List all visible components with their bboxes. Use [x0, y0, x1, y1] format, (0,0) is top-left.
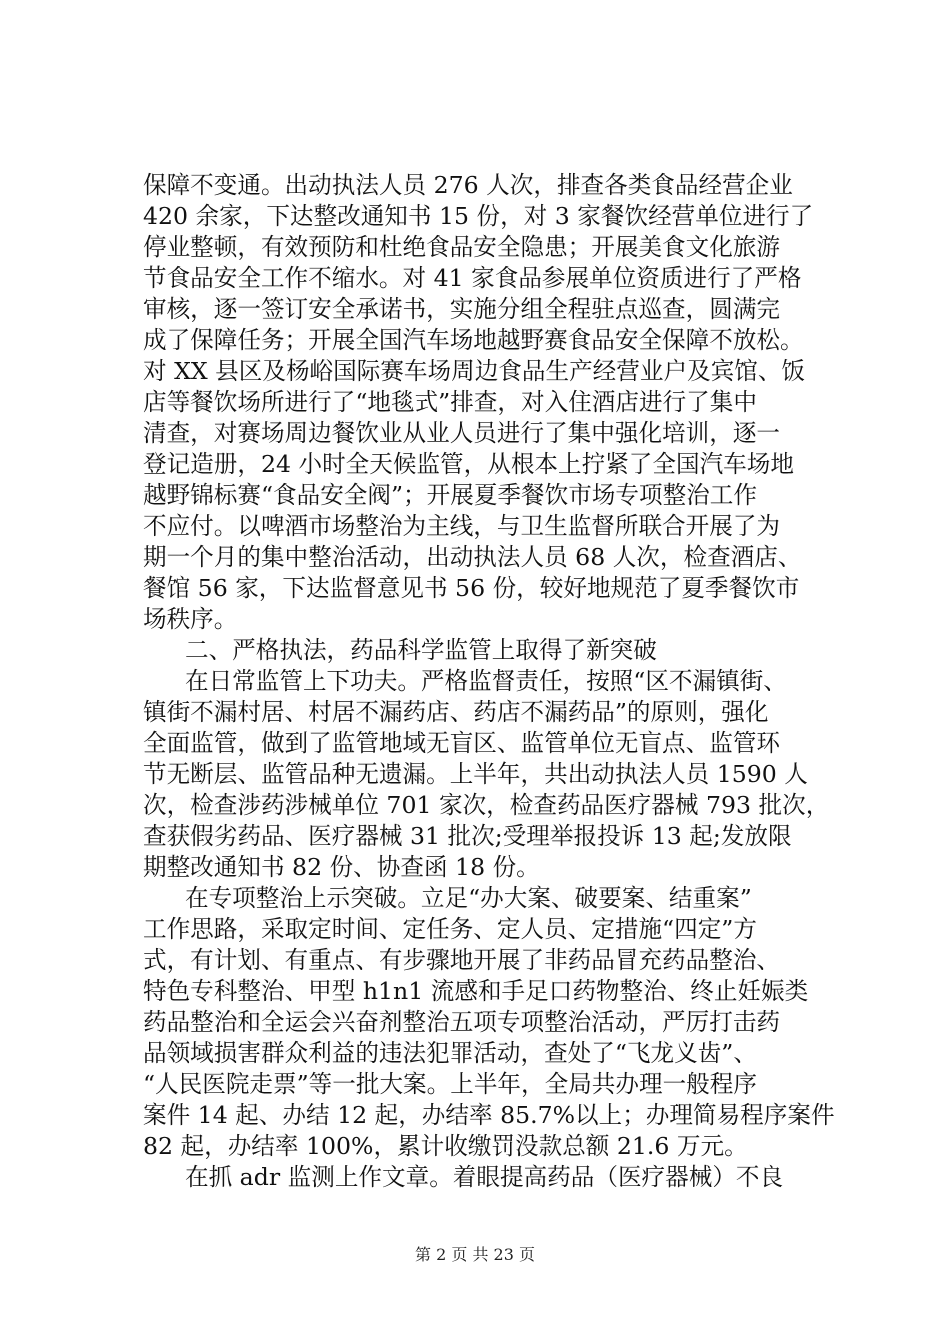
paragraph-start: 在抓 adr 监测上作文章。着眼提高药品（医疗器械）不良: [185, 1163, 784, 1191]
text-line: 审核，逐一签订安全承诺书，实施分组全程驻点巡查，圆满完: [143, 295, 781, 323]
text-line: 82 起，办结率 100%，累计收缴罚没款总额 21.6 万元。: [143, 1132, 748, 1160]
text-line: 品领域损害群众利益的违法犯罪活动，查处了“飞龙义齿”、: [143, 1039, 757, 1067]
text-line: 期整改通知书 82 份、协查函 18 份。: [143, 853, 540, 881]
text-line: 节食品安全工作不缩水。对 41 家食品参展单位资质进行了严格: [143, 264, 802, 292]
text-line: 清查，对赛场周边餐饮业从业人员进行了集中强化培训，逐一: [143, 419, 781, 447]
text-line: 保障不变通。出动执法人员 276 人次，排查各类食品经营企业: [143, 171, 793, 199]
section-heading: 二、严格执法，药品科学监管上取得了新突破: [185, 636, 657, 664]
text-line: 节无断层、监管品种无遗漏。上半年，共出动执法人员 1590 人: [143, 760, 808, 788]
text-line: 案件 14 起、办结 12 起，办结率 85.7%以上；办理简易程序案件: [143, 1101, 835, 1129]
text-line: 不应付。以啤酒市场整治为主线，与卫生监督所联合开展了为: [143, 512, 781, 540]
page-footer: 第 2 页 共 23 页: [415, 1245, 535, 1264]
body-text: [143, 170, 863, 1193]
text-line: 场秩序。: [143, 605, 238, 633]
text-line: 420 余家，下达整改通知书 15 份，对 3 家餐饮经营单位进行了: [143, 202, 814, 230]
text-line: 登记造册，24 小时全天候监管，从根本上拧紧了全国汽车场地: [143, 450, 794, 478]
text-line: 镇街不漏村居、村居不漏药店、药店不漏药品”的原则，强化: [143, 698, 769, 726]
text-line: 越野锦标赛“食品安全阀”；开展夏季餐饮市场专项整治工作: [143, 481, 757, 509]
text-line: 特色专科整治、甲型 h1n1 流感和手足口药物整治、终止妊娠类: [143, 977, 809, 1005]
text-line: 药品整治和全运会兴奋剂整治五项专项整治活动，严厉打击药: [143, 1008, 781, 1036]
text-line: 全面监管，做到了监管地域无盲区、监管单位无盲点、监管环: [143, 729, 781, 757]
text-line: 次，检查涉药涉械单位 701 家次，检查药品医疗器械 793 批次，: [143, 791, 830, 819]
text-line: 对 XX 县区及杨峪国际赛车场周边食品生产经营业户及宾馆、饭: [143, 357, 806, 385]
text-line: 店等餐饮场所进行了“地毯式”排查，对入住酒店进行了集中: [143, 388, 757, 416]
text-line: 成了保障任务；开展全国汽车场地越野赛食品安全保障不放松。: [143, 326, 804, 354]
text-line: 式，有计划、有重点、有步骤地开展了非药品冒充药品整治、: [143, 946, 781, 974]
paragraph-start: 在专项整治上示突破。立足“办大案、破要案、结重案”: [185, 884, 752, 912]
text-line: 期一个月的集中整治活动，出动执法人员 68 人次，检查酒店、: [143, 543, 802, 571]
text-line: “人民医院走票”等一批大案。上半年，全局共办理一般程序: [143, 1070, 757, 1098]
text-line: 查获假劣药品、医疗器械 31 批次;受理举报投诉 13 起;发放限: [143, 822, 792, 850]
paragraph-start: 在日常监管上下功夫。严格监督责任，按照“区不漏镇街、: [185, 667, 787, 695]
text-line: 停业整顿，有效预防和杜绝食品安全隐患；开展美食文化旅游: [143, 233, 781, 261]
text-line: 餐馆 56 家，下达监督意见书 56 份，较好地规范了夏季餐饮市: [143, 574, 800, 602]
text-line: 工作思路，采取定时间、定任务、定人员、定措施“四定”方: [143, 915, 757, 943]
